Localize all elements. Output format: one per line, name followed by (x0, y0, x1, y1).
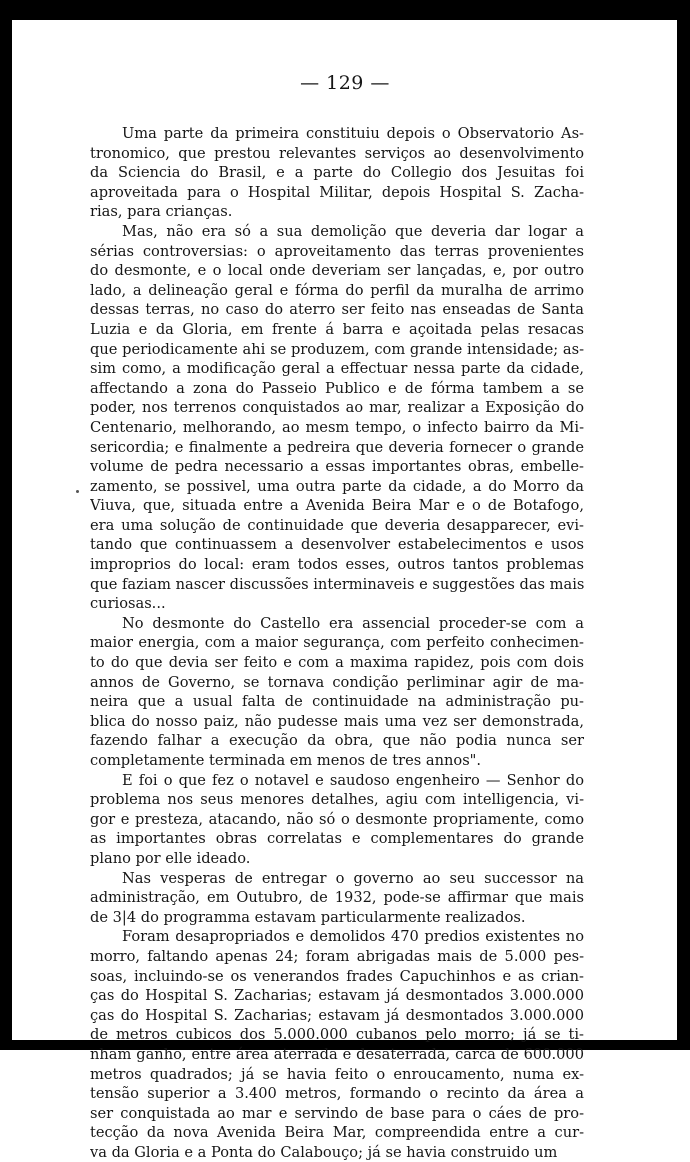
scan-speck (76, 490, 79, 493)
text-line: que faziam nascer discussões interminaveis e suggestões das mais (90, 575, 584, 593)
text-line: de metros cubicos dos 5.000.000 cubanos pelo morro; já se ti- (90, 1026, 584, 1044)
text-line: Viuva, que, situada entre a Avenida Beira Mar e o de Botafogo, (90, 497, 584, 515)
text-line: Uma parte da primeira constituiu depois o Observatorio As- (122, 125, 584, 142)
text-line: No desmonte do Castello era assencial proceder-se com a (122, 614, 584, 632)
text-line: Luzia e da Gloria, em frente á barra e açoitada pelas resacas (90, 320, 584, 338)
scan-border-top (0, 0, 690, 20)
text-line: soas, incluindo-se os venerandos frades Capuchinhos e as crian- (90, 967, 584, 985)
text-line: metros quadrados; já se havia feito o enroucamento, numa ex- (90, 1065, 584, 1083)
text-line: affectando a zona do Passeio Publico e de fórma tambem a se (90, 379, 584, 397)
text-line: ças do Hospital S. Zacharias; estavam já desmontados 3.000.000 (90, 1006, 584, 1024)
scan-border-left (0, 0, 12, 1050)
text-line: zamento, se possivel, uma outra parte da cidade, a do Morro da (90, 477, 584, 495)
text-line: va da Gloria e a Ponta do Calabouço; já se havia construido um (90, 1143, 558, 1161)
text-line: tensão superior a 3.400 metros, formando o recinto da área a (90, 1085, 584, 1103)
text-line: Mas, não era só a sua demolição que deveria dar logar a (122, 222, 584, 240)
text-line: gor e presteza, atacando, não só o desmonte propriamente, como (90, 810, 584, 828)
text-line: tronomico, que prestou relevantes serviços ao desenvolvimento (90, 144, 584, 162)
scan-border-right (677, 0, 690, 1050)
text-line: Nas vesperas de entregar o governo ao seu successor na (122, 869, 584, 887)
page-number: — 129 — (300, 72, 390, 94)
text-line: da Sciencia do Brasil, e a parte do Collegio dos Jesuitas foi (90, 164, 584, 182)
text-line: tecção da nova Avenida Beira Mar, compreendida entre a cur- (90, 1124, 584, 1142)
text-line: sim como, a modificação geral a effectuar nessa parte da cidade, (90, 360, 584, 378)
text-line: que periodicamente ahi se produzem, com grande intensidade; as- (90, 340, 584, 358)
text-line: E foi o que fez o notavel e saudoso engenheiro — Senhor do (122, 771, 584, 789)
text-line: plano por elle ideado. (90, 849, 251, 867)
text-line: poder, nos terrenos conquistados ao mar, realizar a Exposição do (90, 399, 584, 417)
text-line: tando que continuassem a desenvolver estabelecimentos e usos (90, 536, 584, 554)
text-line: rias, para crianças. (90, 203, 233, 221)
text-line: neira que a usual falta de continuidade na administração pu- (90, 693, 584, 711)
text-line: de 3|4 do programma estavam particularmente realizados. (90, 908, 526, 926)
text-line: nham ganho, entre área aterrada e desaterrada, carca de 600.000 (90, 1045, 584, 1063)
text-line: improprios do local: eram todos esses, outros tantos problemas (90, 556, 584, 574)
text-line: maior energia, com a maior segurança, com perfeito conhecimen- (90, 634, 584, 652)
body-text (90, 124, 584, 1162)
text-line: completamente terminada em menos de tres annos". (90, 752, 482, 769)
text-line: lado, a delineação geral e fórma do perfil da muralha de arrimo (90, 281, 584, 299)
text-line: ças do Hospital S. Zacharias; estavam já desmontados 3.000.000 (90, 987, 584, 1005)
text-line: curiosas... (90, 595, 166, 613)
text-line: morro, faltando apenas 24; foram abrigadas mais de 5.000 pes- (90, 947, 584, 965)
text-line: Foram desapropriados e demolidos 470 predios existentes no (122, 928, 584, 946)
text-line: as importantes obras correlatas e complementares do grande (90, 830, 584, 848)
text-line: fazendo falhar a execução da obra, que não podia nunca ser (90, 732, 584, 750)
text-line: administração, em Outubro, de 1932, pode-se affirmar que mais (90, 889, 584, 907)
text-line: annos de Governo, se tornava condição perliminar agir de ma- (90, 673, 584, 691)
text-line: ser conquistada ao mar e servindo de base para o cáes de pro- (90, 1104, 584, 1122)
text-line: era uma solução de continuidade que deveria desapparecer, evi- (90, 516, 584, 534)
text-line: problema nos seus menores detalhes, agiu com intelligencia, vi- (90, 791, 584, 809)
text-line: to do que devia ser feito e com a maxima rapidez, pois com dois (90, 654, 584, 672)
text-line: dessas terras, no caso do aterro ser feito nas enseadas de Santa (90, 301, 584, 319)
text-line: blica do nosso paiz, não pudesse mais uma vez ser demonstrada, (90, 712, 584, 730)
text-line: aproveitada para o Hospital Militar, depois Hospital S. Zacha- (90, 183, 584, 201)
text-line: sérias controversias: o aproveitamento das terras provenientes (90, 242, 584, 260)
text-line: do desmonte, e o local onde deveriam ser lançadas, e, por outro (90, 262, 584, 280)
text-line: sericordia; e finalmente a pedreira que deveria fornecer o grande (90, 438, 584, 456)
text-line: Centenario, melhorando, ao mesm tempo, o infecto bairro da Mi- (90, 418, 584, 436)
text-line: volume de pedra necessario a essas importantes obras, embelle- (90, 458, 584, 476)
